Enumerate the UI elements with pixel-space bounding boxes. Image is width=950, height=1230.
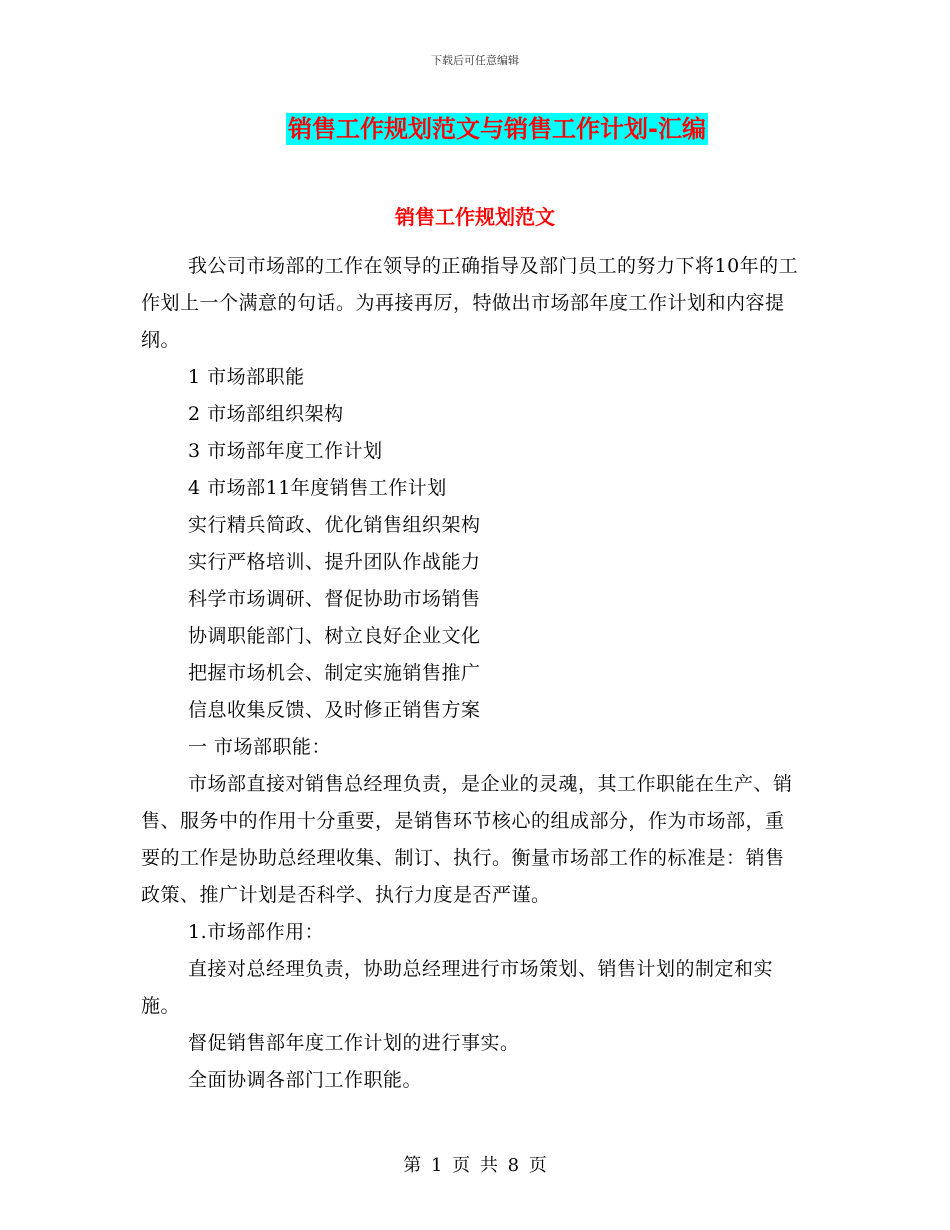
outline-item: 4 市场部11年度销售工作计划 bbox=[188, 477, 447, 499]
outline-item: 1 市场部职能 bbox=[188, 366, 305, 388]
outline-item: 2 市场部组织架构 bbox=[188, 403, 344, 425]
paragraph: 直接对总经理负责，协助总经理进行市场策划、销售计划的制定和实施。 bbox=[141, 958, 774, 1017]
subsection-heading: 一 市场部职能： bbox=[188, 736, 332, 758]
list-item: 信息收集反馈、及时修正销售方案 bbox=[188, 699, 481, 721]
subsection-heading: 1.市场部作用： bbox=[188, 921, 325, 943]
paragraph-intro: 我公司市场部的工作在领导的正确指导及部门员工的努力下将10年的工作划上一个满意的句话。为再接再厉，特做出市场部年度工作计划和内容提纲。 bbox=[141, 255, 799, 351]
section-title: 销售工作规划范文 bbox=[395, 205, 555, 229]
header-note: 下载后可任意编辑 bbox=[431, 54, 519, 67]
paragraph: 市场部直接对销售总经理负责，是企业的灵魂，其工作职能在生产、销售、服务中的作用十分重要，是销售环节核心的组成部分，作为市场部，重要的工作是协助总经理收集、制订、执行。衡量市场部工作的标准是：销售政策、推广计划是否科学、执行力度是否严谨。 bbox=[141, 773, 793, 906]
list-item: 协调职能部门、树立良好企业文化 bbox=[188, 625, 481, 647]
document-body bbox=[141, 248, 801, 1099]
list-item: 实行严格培训、提升团队作战能力 bbox=[188, 551, 481, 573]
list-item: 科学市场调研、督促协助市场销售 bbox=[188, 588, 481, 610]
document-title: 销售工作规划范文与销售工作计划-汇编 bbox=[288, 115, 706, 143]
page-footer: 第 1 页 共 8 页 bbox=[403, 1155, 547, 1176]
paragraph: 全面协调各部门工作职能。 bbox=[188, 1069, 423, 1091]
list-item: 实行精兵简政、优化销售组织架构 bbox=[188, 514, 481, 536]
paragraph: 督促销售部年度工作计划的进行事实。 bbox=[188, 1032, 520, 1054]
outline-item: 3 市场部年度工作计划 bbox=[188, 440, 383, 462]
list-item: 把握市场机会、制定实施销售推广 bbox=[188, 662, 481, 684]
main-title-wrap bbox=[0, 113, 950, 145]
